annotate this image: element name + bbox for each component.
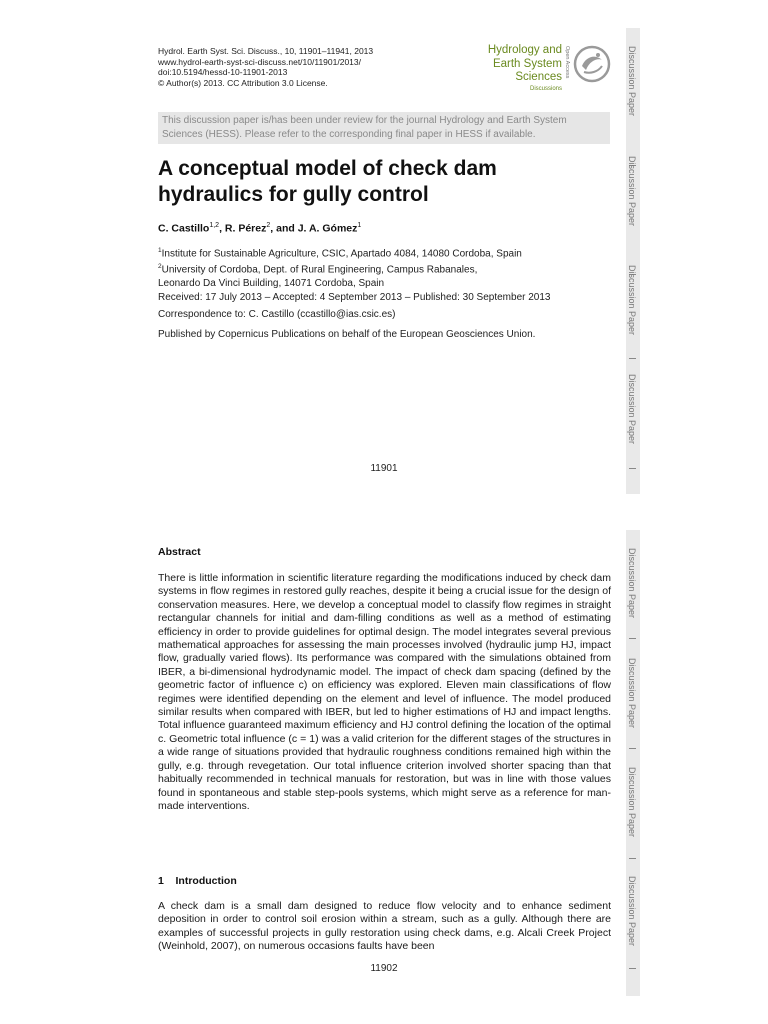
sidebar-label: Discussion Paper xyxy=(627,548,637,619)
sidebar-divider xyxy=(629,858,636,859)
author-name: C. Castillo xyxy=(158,222,210,235)
introduction-text: A check dam is a small dam designed to reduce flow velocity and to enhance sediment deposition in order to control soil erosion within a stream, such as a gully. Although there are examples of successful projects in gully restoration using check dams, e.g. Alcali Creek Project (Weinhold, 2007), on numerous occasions faults have been xyxy=(158,900,611,953)
sidebar-divider xyxy=(629,968,636,969)
sidebar-label: Discussion Paper xyxy=(627,767,637,838)
affiliation-line xyxy=(158,244,522,260)
journal-name-line: Sciences xyxy=(515,71,562,83)
affiliation-text: University of Cordoba, Dept. of Rural Engineering, Campus Rabanales, xyxy=(161,264,478,276)
publisher-note: Published by Copernicus Publications on behalf of the European Geosciences Union. xyxy=(158,329,536,340)
sidebar-label: Discussion Paper xyxy=(627,876,637,947)
sidebar-divider xyxy=(629,358,636,359)
section-heading: 1 Introduction xyxy=(158,875,237,887)
affiliation-sup: 1 xyxy=(158,247,162,254)
url-line[interactable]: www.hydrol-earth-syst-sci-discuss.net/10/11901/2013/ xyxy=(158,56,361,67)
discussion-paper-sidebar xyxy=(626,530,640,996)
citation-line: Hydrol. Earth Syst. Sci. Discuss., 10, 11901–11941, 2013 xyxy=(158,46,374,56)
page-number: 11902 xyxy=(370,963,398,974)
paper-title: A conceptual model of check dam hydraulics for gully control xyxy=(158,157,497,206)
sidebar-label: Discussion Paper xyxy=(627,374,637,445)
journal-logo-icon xyxy=(572,44,612,84)
sidebar-divider xyxy=(629,748,636,749)
author-separator: , xyxy=(219,222,225,235)
journal-name-line: Hydrology and xyxy=(487,44,562,56)
author-affil-sup: 1,2 xyxy=(209,222,220,229)
open-access-label: Open Access xyxy=(564,46,570,79)
sidebar-label: Discussion Paper xyxy=(627,265,637,336)
discussion-paper-sidebar xyxy=(626,28,640,494)
author-separator: , and xyxy=(270,222,298,235)
affiliation-line xyxy=(158,277,522,290)
author-name: R. Pérez xyxy=(224,222,267,235)
citation-header xyxy=(158,46,373,88)
sidebar-divider xyxy=(629,638,636,639)
license-line: © Author(s) 2013. CC Attribution 3.0 License. xyxy=(158,77,328,88)
abstract-text: There is little information in scientific literature regarding the modifications induced by check dam systems in flow regimes in restored gully reaches, despite it being a crucial issue for the design of conservation measures. Here, we develop a conceptual model to classify flow regimes in straight rectangular channels for initial and dam-filling conditions as well as a method of estimating efficiency in order to provide guidelines for optimal design. The model integrates several previous mathematical approaches for assessing the main processes involved (hydraulic jump HJ, impact flow, gradually varied flows). Its performance was compared with the simulations obtained from IBER, a bi-dimensional hydrodynamic model. The impact of check dam spacing (defined by the geometric factor of influence c) on efficiency was explored. Eleven main classifications of flow regimes were identified depending on the element and level of influence. The model produced similar results when compared with IBER, but led to higher estimations of HJ and impact lengths. Total influence guaranteed maximum efficiency and HJ control defining the location of the optimal c. Geometric total influence (c = 1) was a valid criterion for the different stages of the structures in a wide range of situations provided that hydraulic roughness conditions remained high within the gully, e.g. through revegetation. Our total influence criterion involved shorter spacing than that habitually recommended in technical manuals for restoration, but was in line with those values found in spontaneous and stable step-pools systems, which might serve as a reference for man-made interventions. xyxy=(158,572,611,812)
journal-discussions-label: Discussions xyxy=(529,85,562,92)
affiliation-line xyxy=(158,260,522,276)
abstract-heading: Abstract xyxy=(158,546,201,558)
page-number: 11901 xyxy=(370,463,398,474)
affiliation-text: Institute for Sustainable Agriculture, CSIC, Apartado 4084, 14080 Cordoba, Spain xyxy=(161,248,522,260)
sidebar-divider xyxy=(629,468,636,469)
affiliation-sup: 2 xyxy=(158,263,162,271)
doi-line: doi:10.5194/hessd-10-11901-2013 xyxy=(158,67,288,78)
author-name: J. A. Gómez xyxy=(297,222,358,235)
correspondence[interactable]: Correspondence to: C. Castillo (ccastillo@ias.csic.es) xyxy=(158,309,396,320)
sidebar-label: Discussion Paper xyxy=(627,156,637,227)
author-affil-sup: 2 xyxy=(266,222,271,229)
review-notice: This discussion paper is/has been under review for the journal Hydrology and Earth System Sciences (HESS). Please refer to the corresponding final paper in HESS if available. xyxy=(158,112,610,144)
author-affil-sup: 1 xyxy=(357,222,362,229)
affiliation-text: Leonardo Da Vinci Building, 14071 Cordoba, Spain xyxy=(158,277,385,289)
affiliations xyxy=(158,244,522,290)
sidebar-label: Discussion Paper xyxy=(627,46,637,117)
journal-name xyxy=(458,44,562,94)
publication-dates: Received: 17 July 2013 – Accepted: 4 September 2013 – Published: 30 September 2013 xyxy=(158,292,551,303)
author-list xyxy=(158,222,361,235)
sidebar-label: Discussion Paper xyxy=(627,658,637,729)
journal-name-line: Earth System xyxy=(492,57,562,70)
